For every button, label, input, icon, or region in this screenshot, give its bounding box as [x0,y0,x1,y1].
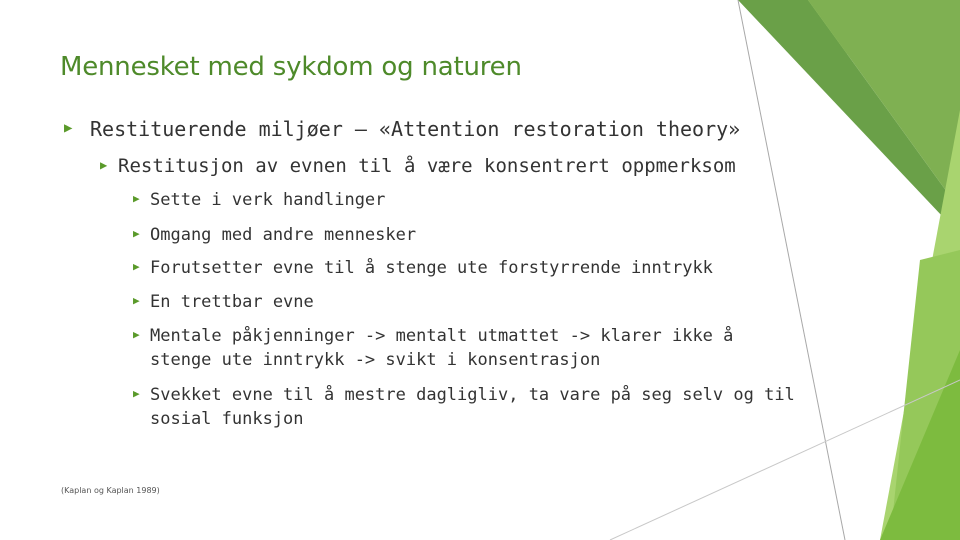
bullet-text: En trettbar evne [150,292,314,312]
bullet-text: Mentale påkjenninger -> mentalt utmattet -> klarer ikke å [150,326,734,346]
source-citation: (Kaplan og Kaplan 1989) [61,486,160,495]
triangle-bullet-icon: ▶ [133,192,140,205]
triangle-bullet-icon: ▶ [133,260,140,273]
bullet-text: Omgang med andre mennesker [150,225,417,245]
bullet-text: Svekket evne til å mestre dagligliv, ta vare på seg selv og til [150,385,795,405]
triangle-bullet-icon: ▶ [64,120,73,136]
triangle-bullet-icon: ▶ [133,328,140,341]
bullet-text-continuation: sosial funksjon [150,409,304,429]
triangle-bullet-icon: ▶ [100,158,108,172]
bullet-text: Restituerende miljøer – «Attention restoration theory» [90,117,741,141]
bullet-text-continuation: stenge ute inntrykk -> svikt i konsentrasjon [150,350,601,370]
bullet-text: Sette i verk handlinger [150,190,386,210]
triangle-bullet-icon: ▶ [133,294,140,307]
slide-title: Mennesket med sykdom og naturen [60,52,522,82]
triangle-bullet-icon: ▶ [133,227,140,240]
triangle-bullet-icon: ▶ [133,387,140,400]
bullet-text: Restitusjon av evnen til å være konsentrert oppmerksom [118,155,736,177]
bullet-text: Forutsetter evne til å stenge ute forstyrrende inntrykk [150,258,713,278]
